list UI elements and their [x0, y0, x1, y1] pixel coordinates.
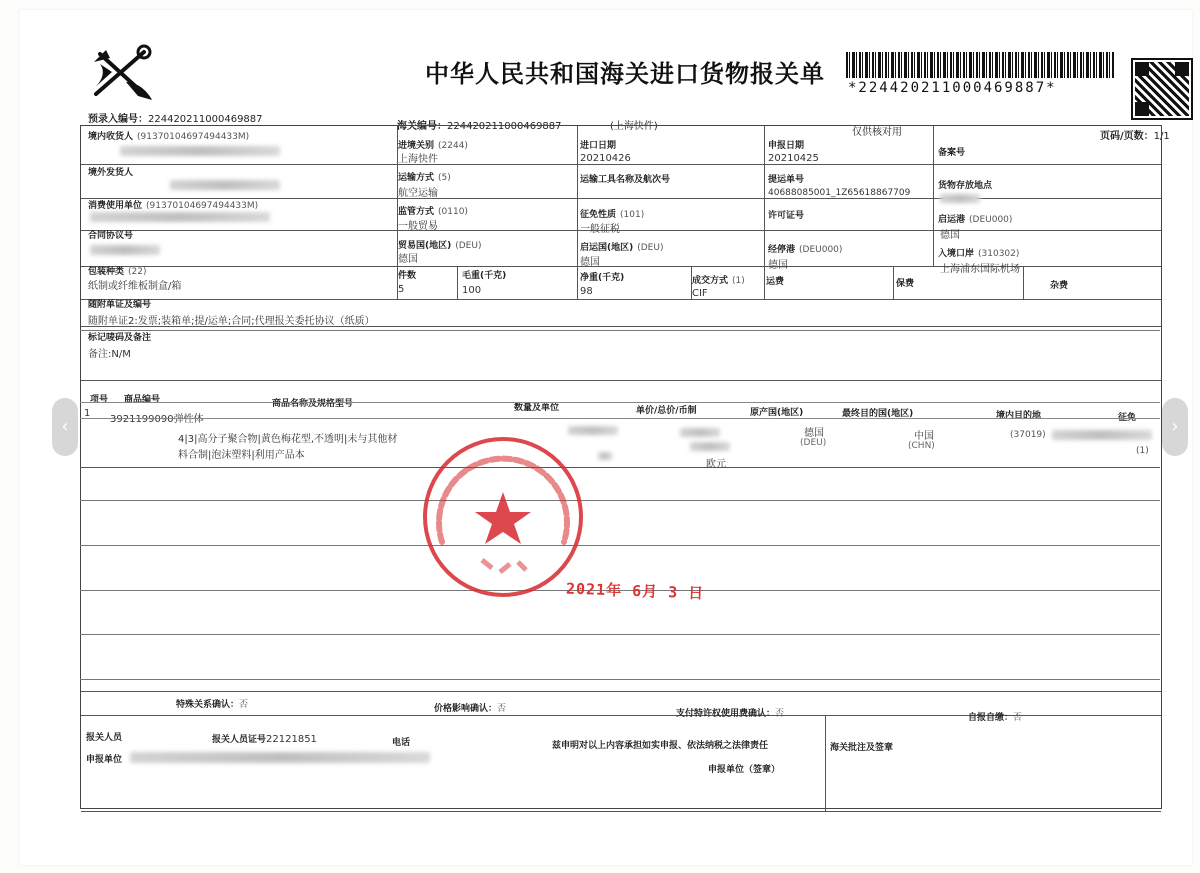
- package-value: 纸制或纤维板制盒/箱: [88, 281, 182, 292]
- gross-weight-label: 毛重(千克): [462, 271, 507, 281]
- qr-code-icon: [1133, 60, 1191, 118]
- docs-value: 随附单证2:发票;装箱单;提/运单;合同;代理报关委托协议（纸质）: [88, 316, 375, 327]
- chevron-left-icon: ‹: [61, 416, 69, 437]
- trade-country-value: 德国: [398, 254, 418, 265]
- goods-row-dest-code: (CHN): [908, 441, 935, 451]
- entry-customs-value: 上海快件: [398, 154, 438, 165]
- stamp-date: 2021年 6月 3 日: [565, 579, 705, 603]
- misc-fee-label: 杂费: [1050, 281, 1069, 291]
- bill-no-value: 40688085001_1Z65618867709: [768, 188, 911, 198]
- document-title: 中华人民共和国海关进口货物报关单: [425, 59, 825, 88]
- customs-emblem-icon: [86, 42, 158, 104]
- barcode-text: *224420211000469887*: [848, 80, 1057, 96]
- docs-label: 随附单证及编号: [88, 300, 152, 310]
- next-page-button[interactable]: [1162, 398, 1188, 456]
- transit-port-field: 经停港 (DEU000): [768, 245, 843, 255]
- supervision-value: 一般贸易: [398, 221, 438, 232]
- redacted-shipper: [170, 180, 280, 190]
- redacted-storage: [940, 194, 980, 203]
- goods-row-origin-code: (DEU): [800, 438, 827, 448]
- price-influence: 价格影响确认：否: [434, 704, 507, 714]
- bill-no-label: 提运单号: [768, 175, 805, 185]
- redacted-qty-unit: [598, 452, 612, 460]
- consignee-field: 境内收货人 (91370104697494433M): [88, 132, 250, 142]
- self-declare: 自报自缴：否: [968, 713, 1023, 723]
- origin-country-field: 启运国(地区) (DEU): [580, 243, 664, 253]
- net-weight-label: 净重(千克): [580, 273, 625, 283]
- insurance-label: 保费: [896, 279, 915, 289]
- royalty-confirm: 支付特许权使用费确认：否: [676, 709, 785, 719]
- goods-row-code-name: 3921199090弹性体: [110, 414, 204, 425]
- redacted-total: [690, 442, 730, 451]
- goods-header-qty: 数量及单位: [514, 403, 560, 413]
- marks-label: 标记唛码及备注: [88, 333, 152, 343]
- record-no-label: 备案号: [938, 148, 966, 158]
- declare-date-value: 20210425: [768, 153, 819, 164]
- goods-row-spec1: 4|3|高分子聚合物|黄色梅花型,不透明|未与其他材: [178, 434, 398, 445]
- pieces-label: 件数: [398, 271, 417, 281]
- storage-label: 货物存放地点: [938, 181, 993, 191]
- goods-row-tax-code: (1): [1136, 446, 1149, 456]
- page-number: 页码/页数：1/1: [1100, 131, 1170, 142]
- goods-header-name: 商品名称及规格型号: [272, 399, 354, 409]
- declare-date-label: 申报日期: [768, 141, 805, 151]
- goods-header-code: 商品编号: [124, 395, 161, 405]
- customs-number: 海关编号：224420211000469887: [397, 121, 562, 132]
- consumer-field: 消费使用单位 (91370104697494433M): [88, 201, 259, 211]
- goods-header-origin: 原产国(地区): [750, 408, 804, 418]
- goods-row-dest: 中国: [914, 431, 934, 442]
- barcode: [846, 52, 1114, 78]
- goods-row-no: 1: [84, 408, 91, 419]
- pre-entry-number: 预录入编号：224420211000469887: [88, 114, 263, 125]
- special-relation: 特殊关系确认：否: [176, 700, 249, 710]
- redacted-decl-unit: [130, 752, 430, 763]
- transport-mode-value: 航空运输: [398, 188, 438, 199]
- goods-header-domestic: 境内目的地: [996, 411, 1042, 421]
- freight-label: 运费: [766, 277, 785, 287]
- decl-unit-label: 申报单位: [86, 755, 123, 765]
- transport-tool-label: 运输工具名称及航次号: [580, 175, 671, 185]
- pieces-value: 5: [398, 284, 405, 295]
- tax-nature-value: 一般征税: [580, 224, 620, 235]
- goods-row-spec2: 料合制|泡沫塑料|利用产品本: [178, 450, 305, 461]
- goods-header-dest: 最终目的国(地区): [842, 409, 914, 419]
- redacted-domestic: [1052, 430, 1152, 440]
- package-field: 包装种类 (22): [88, 267, 147, 277]
- gross-weight-value: 100: [462, 285, 482, 296]
- trans-mode-field: 成交方式 (1): [692, 276, 745, 286]
- origin-country-value: 德国: [580, 257, 600, 268]
- redacted-consignee: [120, 146, 280, 156]
- declarant-label: 报关人员: [86, 733, 123, 743]
- decl-unit-sign: 申报单位（签章）: [708, 765, 781, 775]
- import-date-value: 20210426: [580, 153, 631, 164]
- contract-label: 合同协议号: [88, 231, 134, 241]
- goods-header-tax: 征免: [1118, 413, 1137, 423]
- goods-row-domestic-code: (37019): [1010, 430, 1046, 440]
- entry-port-field: 入境口岸 (310302): [938, 249, 1020, 259]
- redacted-price: [680, 428, 720, 437]
- redacted-contract: [90, 245, 160, 255]
- verify-note: 仅供核对用: [852, 127, 902, 138]
- declarant-cert: 报关人员证号22121851: [212, 734, 317, 745]
- chevron-right-icon: ›: [1171, 416, 1179, 437]
- trans-mode-value: CIF: [692, 288, 708, 299]
- supervision-field: 监管方式 (0110): [398, 207, 468, 217]
- redacted-consumer: [90, 212, 270, 222]
- goods-header-price: 单价/总价/币制: [636, 406, 697, 416]
- customs-approval-label: 海关批注及签章: [830, 743, 894, 753]
- departure-port-value: 德国: [940, 230, 960, 241]
- departure-port-field: 启运港 (DEU000): [938, 215, 1013, 225]
- transport-mode-field: 运输方式 (5): [398, 173, 451, 183]
- goods-row-currency: 欧元: [706, 459, 726, 470]
- shipper-label: 境外发货人: [88, 168, 134, 178]
- company-seal-icon: [418, 432, 588, 602]
- trade-country-field: 贸易国(地区) (DEU): [398, 241, 482, 251]
- entry-port-value: 上海浦东国际机场: [940, 264, 1020, 275]
- import-date-label: 进口日期: [580, 141, 617, 151]
- statement: 兹申明对以上内容承担如实申报、依法纳税之法律责任: [552, 741, 769, 751]
- license-label: 许可证号: [768, 211, 805, 221]
- phone-label: 电话: [392, 738, 411, 748]
- tax-nature-field: 征免性质 (101): [580, 210, 645, 220]
- previous-page-button[interactable]: [52, 398, 78, 456]
- entry-customs-field: 进境关别 (2244): [398, 141, 468, 151]
- goods-header-no: 项号: [90, 395, 109, 405]
- goods-row-origin: 德国: [804, 428, 824, 439]
- port-name: (上海快件): [610, 121, 658, 132]
- marks-value: 备注:N/M: [88, 349, 131, 360]
- net-weight-value: 98: [580, 286, 593, 297]
- transit-port-value: 德国: [768, 260, 788, 271]
